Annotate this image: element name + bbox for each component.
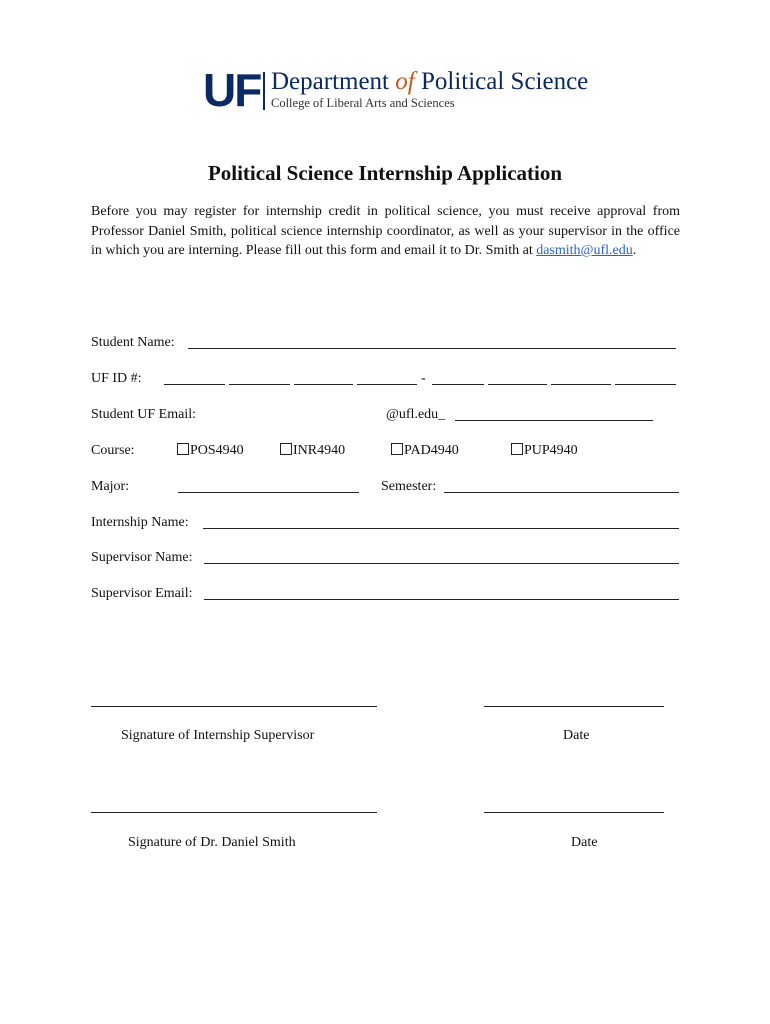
supervisor-name-field[interactable]	[204, 563, 679, 564]
logo-divider	[263, 72, 265, 110]
uf-id-field-5[interactable]	[432, 384, 484, 385]
intro-end: .	[632, 243, 637, 258]
smith-date-label: Date	[571, 835, 598, 850]
course-option-label: PAD4940	[404, 443, 459, 458]
semester-field[interactable]	[444, 492, 679, 493]
uf-logo-mark: UF	[203, 64, 261, 116]
internship-name-field[interactable]	[203, 528, 679, 529]
uf-id-label: UF ID #:	[91, 371, 142, 386]
email-link[interactable]: dasmith@ufl.edu	[536, 243, 633, 258]
supervisor-signature-label: Signature of Internship Supervisor	[121, 728, 315, 743]
student-name-label: Student Name:	[91, 335, 175, 350]
course-option-inr4940[interactable]	[280, 442, 345, 460]
course-option-pos4940[interactable]	[177, 442, 244, 460]
intro-text: Before you may register for internship credit in political science, you must receive approval from Professor Daniel Smith, political science internship coordinator, as well as your supervisor in the office in which you are interning. Please fill out this form and email it to Dr. Smith at	[91, 204, 680, 258]
smith-date-line[interactable]	[484, 812, 664, 813]
semester-label: Semester:	[381, 479, 437, 494]
uf-id-field-8[interactable]	[615, 384, 676, 385]
course-label: Course:	[91, 443, 135, 458]
supervisor-date-line[interactable]	[484, 706, 664, 707]
internship-name-label: Internship Name:	[91, 515, 189, 530]
course-option-label: POS4940	[190, 443, 244, 458]
student-email-label: Student UF Email:	[91, 407, 196, 422]
uf-id-field-4[interactable]	[357, 384, 417, 385]
uf-id-field-3[interactable]	[294, 384, 353, 385]
supervisor-name-label: Supervisor Name:	[91, 550, 193, 565]
college-name: College of Liberal Arts and Sciences	[271, 96, 455, 110]
intro-paragraph	[91, 202, 680, 261]
uf-id-field-1[interactable]	[164, 384, 225, 385]
smith-signature-line[interactable]	[91, 812, 377, 813]
student-email-field[interactable]	[455, 420, 653, 421]
smith-signature-label: Signature of Dr. Daniel Smith	[128, 835, 296, 850]
checkbox[interactable]	[177, 443, 189, 455]
major-label: Major:	[91, 479, 130, 494]
uf-id-field-6[interactable]	[488, 384, 547, 385]
course-option-pad4940[interactable]	[391, 442, 459, 460]
department-name	[271, 68, 588, 96]
email-domain: @ufl.edu_	[386, 407, 446, 422]
student-name-field[interactable]	[188, 348, 676, 349]
supervisor-date-label: Date	[563, 728, 590, 743]
supervisor-email-label: Supervisor Email:	[91, 586, 193, 601]
form-title: Political Science Internship Application	[207, 161, 563, 185]
supervisor-signature-line[interactable]	[91, 706, 377, 707]
checkbox[interactable]	[280, 443, 292, 455]
uf-id-field-2[interactable]	[229, 384, 290, 385]
major-field[interactable]	[178, 492, 359, 493]
dept-of: of	[395, 68, 415, 95]
dept-prefix: Department	[271, 68, 396, 95]
dept-suffix: Political Science	[414, 68, 589, 95]
course-option-pup4940[interactable]	[511, 442, 578, 460]
course-option-label: PUP4940	[524, 443, 578, 458]
supervisor-email-field[interactable]	[204, 599, 679, 600]
checkbox[interactable]	[511, 443, 523, 455]
uf-id-field-7[interactable]	[551, 384, 611, 385]
uf-id-dash: -	[421, 371, 426, 386]
course-option-label: INR4940	[293, 443, 346, 458]
checkbox[interactable]	[391, 443, 403, 455]
